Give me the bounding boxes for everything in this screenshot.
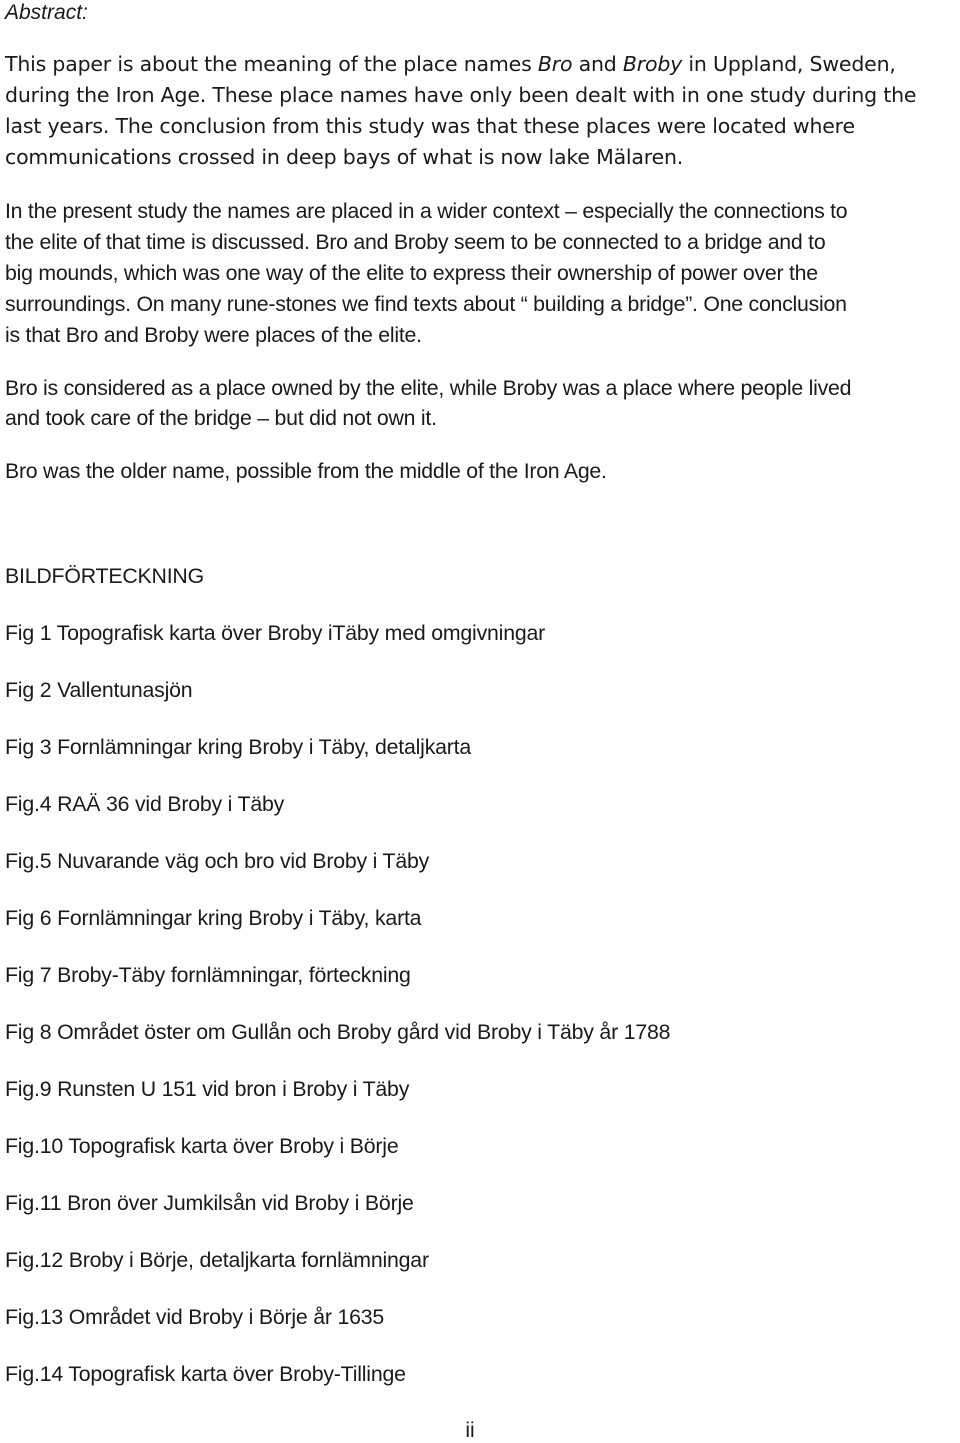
abstract-p1-line4: communications crossed in deep bays of what is now lake Mälaren. bbox=[5, 145, 684, 169]
abstract-p4: Bro was the older name, possible from the middle of the Iron Age. bbox=[5, 459, 607, 483]
figure-list-item: Fig.11 Bron över Jumkilsån vid Broby i Börje bbox=[5, 1191, 414, 1215]
figure-list-item: Fig.5 Nuvarande väg och bro vid Broby i Täby bbox=[5, 849, 430, 873]
figure-list-item: Fig.4 RAÄ 36 vid Broby i Täby bbox=[5, 792, 285, 816]
figure-list-item: Fig 8 Området öster om Gullån och Broby gård vid Broby i Täby år 1788 bbox=[5, 1020, 671, 1044]
italic-bro: Bro bbox=[537, 52, 573, 76]
abstract-p1-line2: during the Iron Age. These place names have only been dealt with in one study during the bbox=[5, 83, 917, 107]
figure-list-item: Fig.14 Topografisk karta över Broby-Tillinge bbox=[5, 1362, 406, 1386]
page-number: ii bbox=[465, 1419, 475, 1442]
figure-list-item: Fig.10 Topografisk karta över Broby i Börje bbox=[5, 1134, 399, 1158]
text-run: in Uppland, Sweden, bbox=[682, 52, 896, 76]
abstract-p3-line2: and took care of the bridge – but did not own it. bbox=[5, 406, 437, 430]
abstract-p2-line3: big mounds, which was one way of the elite to express their ownership of power over the bbox=[5, 261, 818, 285]
abstract-heading: Abstract: bbox=[5, 1, 88, 24]
figure-list-item: Fig 1 Topografisk karta över Broby iTäby med omgivningar bbox=[5, 621, 546, 645]
abstract-p1-line1 bbox=[5, 51, 896, 77]
figure-list-item: Fig 6 Fornlämningar kring Broby i Täby, karta bbox=[5, 906, 422, 930]
figure-list-item: Fig 2 Vallentunasjön bbox=[5, 678, 193, 702]
figure-list-item: Fig.12 Broby i Börje, detaljkarta fornlämningar bbox=[5, 1248, 429, 1272]
italic-broby: Broby bbox=[622, 52, 683, 76]
figure-list-item: Fig 3 Fornlämningar kring Broby i Täby, detaljkarta bbox=[5, 735, 472, 759]
abstract-p3-line1: Bro is considered as a place owned by the elite, while Broby was a place where people lived bbox=[5, 376, 852, 400]
figure-list-heading: BILDFÖRTECKNING bbox=[5, 564, 204, 588]
abstract-p2-line4: surroundings. On many rune-stones we find texts about “ building a bridge”. One conclusion bbox=[5, 292, 847, 316]
figure-list-item: Fig 7 Broby-Täby fornlämningar, förteckning bbox=[5, 963, 411, 987]
text-run: and bbox=[572, 52, 623, 76]
figure-list-item: Fig.13 Området vid Broby i Börje år 1635 bbox=[5, 1305, 385, 1329]
abstract-p2-line5: is that Bro and Broby were places of the elite. bbox=[5, 323, 422, 347]
abstract-p2-line1: In the present study the names are placed in a wider context – especially the connections to bbox=[5, 199, 848, 223]
abstract-p1-line3: last years. The conclusion from this study was that these places were located where bbox=[5, 114, 855, 138]
figure-list-item: Fig.9 Runsten U 151 vid bron i Broby i Täby bbox=[5, 1077, 410, 1101]
abstract-p2-line2: the elite of that time is discussed. Bro and Broby seem to be connected to a bridge and to bbox=[5, 230, 826, 254]
text-run: This paper is about the meaning of the place names bbox=[5, 52, 538, 76]
